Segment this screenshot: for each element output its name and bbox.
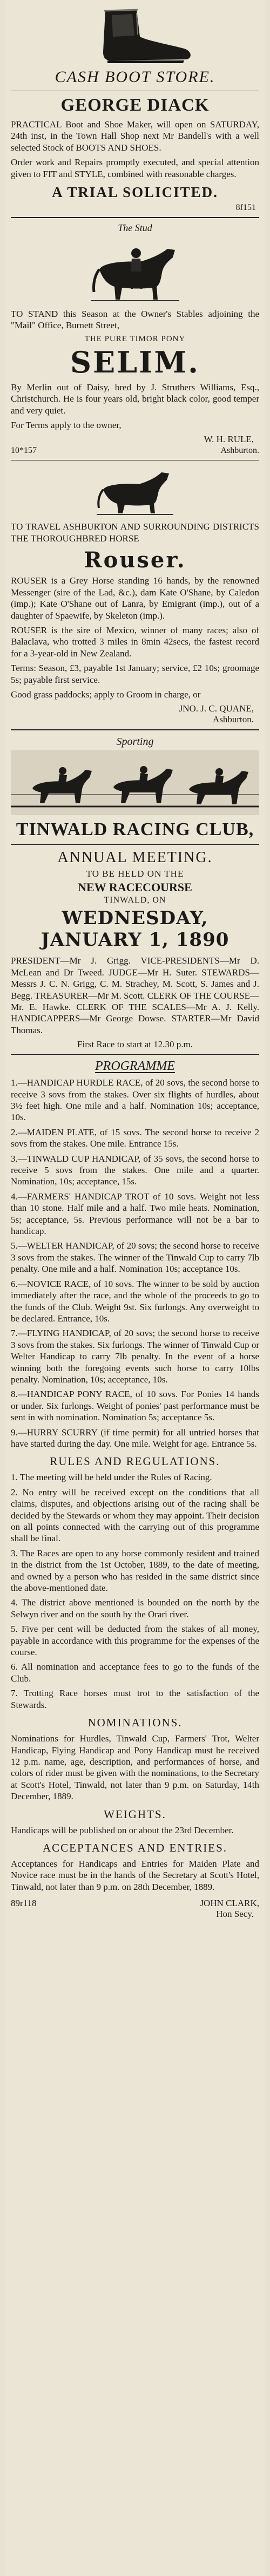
race-item: 7.—FLYING HANDICAP, of 20 sovs; the second horse to receive 3 sovs from the stakes. Six furlongs. The winner of Tinwald Cup or Welter Handicap to carry 7lb penalty. In the event of a horse winning both the foregoing events such horse to carry 10lbs penalty. Nomination, 10s; acceptance, 10s. — [11, 1328, 259, 1385]
weights-title: WEIGHTS. — [104, 1807, 166, 1821]
divider — [11, 729, 259, 730]
place: TINWALD, ON — [104, 896, 166, 905]
rule-item: 4. The district above mentioned is bounded on the north by the Selwyn river and on the south by the Orari river. — [11, 1597, 259, 1619]
programme-title: PROGRAMME — [95, 1059, 175, 1074]
rouser-name: Rouser. — [84, 547, 186, 573]
selim-owner: W. H. RULE, — [204, 434, 254, 445]
rouser-pedigree: ROUSER is a Grey Horse standing 16 hands, by the renowned Messenger (sire of the Lad, &c.), dam Kate O'Shane, by Caledon (imp.); Kate O'Shane out of Lanra, by Emigrant (imp.), out of a daughter of Spaewife, by Skeleton (imp.). — [11, 575, 259, 621]
race-item: 6.—NOVICE RACE, of 10 sovs. The winner to be sold by auction immediately after the race, and the whole of the proceeds to go to the funds of the Club. Weight 9st. Six furlongs. Any overweight to be declared. Entrance, 10s. — [11, 1278, 259, 1324]
race-item: 2.—MAIDEN PLATE, of 15 sovs. The second horse to receive 2 sovs from the stakes. One mile. Entrance 15s. — [11, 1127, 259, 1149]
racing-illustration — [11, 750, 259, 815]
selim-ref: 10*157 — [11, 446, 37, 456]
venue: NEW RACECOURSE — [78, 880, 192, 894]
selim-intro: TO STAND this Season at the Owner's Stables adjoining the "Mail" Office, Burnett Street, — [11, 309, 259, 331]
selim-subtitle: THE PURE TIMOR PONY — [84, 334, 186, 343]
rule-item: 3. The Races are open to any horse commonly resident and trained in the district from the 1st October, 1889, to the date of meeting, and owned by a person who has resided in the same district since the above-mentioned date. — [11, 1548, 259, 1594]
rouser-body-2: Terms: Season, £3, payable 1st January; service, £2 10s; groomage 5s; payable first service. — [11, 663, 259, 685]
rule-item: 5. Five per cent will be deducted from the stakes of all money, payable in accordance with this programme for the expenses of the course. — [11, 1624, 259, 1658]
secretary-signature: JOHN CLARK, — [200, 1898, 259, 1909]
rule-item: 6. All nomination and acceptance fees to go to the funds of the Club. — [11, 1662, 259, 1684]
rouser-body-1: ROUSER is the sire of Mexico, winner of many races; also of Balaclava, who trotted 3 miles in 8min 42secs, the fastest record for a 3-year-old in New Zealand. — [11, 625, 259, 659]
section-header-stud: The Stud — [118, 222, 152, 234]
rouser-intro: TO TRAVEL ASHBURTON AND SURROUNDING DISTRICTS THE THOROUGHBRED HORSE — [11, 521, 259, 544]
divider — [11, 844, 259, 845]
rule-item: 2. No entry will be received except on the conditions that all claims, disputes, and objections arising out of the racing shall be decided by the Stewards or whom they may appoint. Their decision on all points connected with the carrying out of this programme shall be final. — [11, 1487, 259, 1544]
divider — [11, 1054, 259, 1055]
section-header-sporting: Sporting — [116, 736, 154, 748]
race-item: 8.—HANDICAP PONY RACE, of 10 sovs. For Ponies 14 hands or under. Six furlongs. Weight of ponies' past performance must be sent in with nomination. Nomination 5s; acceptance 5s. — [11, 1389, 259, 1423]
acceptances-text: Acceptances for Handicaps and Entries for Maiden Plate and Novice race must be in the hands of the Secretary at Scott's Hotel, Tinwald, not later than 9 p.m. on 28th December, 1889. — [11, 1858, 259, 1892]
nominations-title: NOMINATIONS. — [87, 1716, 183, 1730]
selim-pedigree: By Merlin out of Daisy, bred by J. Struthers Williams, Esq., Christchurch. He is four years old, bright black color, good temper and very quiet. — [11, 382, 259, 416]
rules-title: RULES AND REGULATIONS. — [50, 1455, 220, 1468]
selim-footer — [11, 446, 259, 456]
shop-owner-name: GEORGE DIACK — [60, 96, 210, 115]
race-list — [11, 1077, 259, 1449]
ad-body: Order work and Repairs promptly executed, and special attention given to FIT and STYLE, combined with reasonable charges. — [11, 157, 259, 179]
first-race-time: First Race to start at 12.30 p.m. — [77, 1039, 193, 1050]
rouser-owner: JNO. J. C. QUANE, — [179, 703, 254, 714]
selim-town: Ashburton. — [220, 446, 259, 456]
boot-illustration — [11, 3, 259, 66]
ad-title: CASH BOOT STORE. — [55, 68, 215, 86]
meeting-date: WEDNESDAY, JANUARY 1, 1890 — [40, 907, 230, 951]
divider — [11, 217, 259, 218]
race-item: 5.—WELTER HANDICAP, of 20 sovs; the second horse to receive 3 sovs from the stakes. The winner of the Tinwald Cup to carry 7lb penalty. One mile and a half. Nomination 10s; acceptance 10s. — [11, 1240, 259, 1275]
rule-item: 7. Trotting Race horses must trot to the satisfaction of the Stewards. — [11, 1688, 259, 1710]
nominations-text: Nominations for Hurdles, Tinwald Cup, Farmers' Trot, Welter Handicap, Flying Handicap and Pony Handicap must be received 12 p.m. name, age, description, and performances of horse, and colors of rider must be given with the nominations, to the Secretary at Scott's Hotel, Tinwald, not later than 9 p.m. on Saturday, 14th December, 1889. — [11, 1733, 259, 1802]
rule-item: 1. The meeting will be held under the Rules of Racing. — [11, 1472, 212, 1483]
meeting-title: ANNUAL MEETING. — [57, 849, 213, 866]
weights-text: Handicaps will be published on or about the 23rd December. — [11, 1825, 234, 1835]
ad-ref: 8f151 — [235, 203, 256, 213]
race-item: 3.—TINWALD CUP HANDICAP, of 35 sovs, the second horse to receive 5 sovs from the stakes. One mile and a quarter. Nomination, 10s; acceptance, 15s. — [11, 1153, 259, 1187]
ad-ref: 89r118 — [11, 1898, 37, 1909]
selim-name: SELIM. — [70, 344, 200, 379]
race-item: 4.—FARMERS' HANDICAP TROT of 10 sovs. Weight not less than 10 stone. Half mile and a half. Two mile heats. Nomination, 5s; acceptance, 5s. Previous performance will not be a bar to handicap. — [11, 1191, 259, 1237]
newspaper-column — [5, 0, 265, 2576]
race-item: 9.—HURRY SCURRY (if time permit) for all untried horses that have started during the day. One mile. Weight for age. Entrance 5s. — [11, 1427, 259, 1449]
selim-terms: For Terms apply to the owner, — [11, 420, 122, 431]
ad-footer — [11, 1898, 259, 1909]
secretary-title: Hon Secy. — [216, 1909, 254, 1920]
rouser-body-3: Good grass paddocks; apply to Groom in charge, or — [11, 689, 201, 700]
club-officers: PRESIDENT—Mr J. Grigg. VICE-PRESIDENTS—Mr D. McLean and Dr Tweed. JUDGE—Mr H. Suter. STEWARDS—Messrs J. C. N. Grigg, C. M. Strachey, M. Scott, S. James and J. Begg. TREASURER—Mr M. Scott. CLERK OF THE COURSE—Mr. E. Hawke. CLERK OF THE SCALES—Mr A. J. Kelly. HANDICAPPERS—Mr George Dowse. STARTER—Mr David Thomas. — [11, 955, 259, 1035]
rouser-town: Ashburton. — [212, 714, 254, 725]
race-item: 1.—HANDICAP HURDLE RACE, of 20 sovs, the second horse to receive 3 sovs from the stakes. Over six flights of hurdles, about 3½ feet high. One mile and a half. Nomination 10s; acceptance, 10s. — [11, 1077, 259, 1123]
ad-intro: PRACTICAL Boot and Shoe Maker, will open on SATURDAY, 24th inst, in the Town Hall Shop next Mr Bandell's with a well selected Stock of BOOTS AND SHOES. — [11, 119, 259, 153]
horse-illustration — [11, 465, 259, 519]
to-be-held: TO BE HELD ON THE — [86, 869, 184, 879]
club-name: TINWALD RACING CLUB, — [16, 819, 254, 840]
horse-illustration — [11, 237, 259, 306]
ad-tagline: A TRIAL SOLICITED. — [52, 184, 218, 201]
acceptances-title: ACCEPTANCES AND ENTRIES. — [42, 1841, 228, 1854]
rules-list — [11, 1472, 259, 1711]
